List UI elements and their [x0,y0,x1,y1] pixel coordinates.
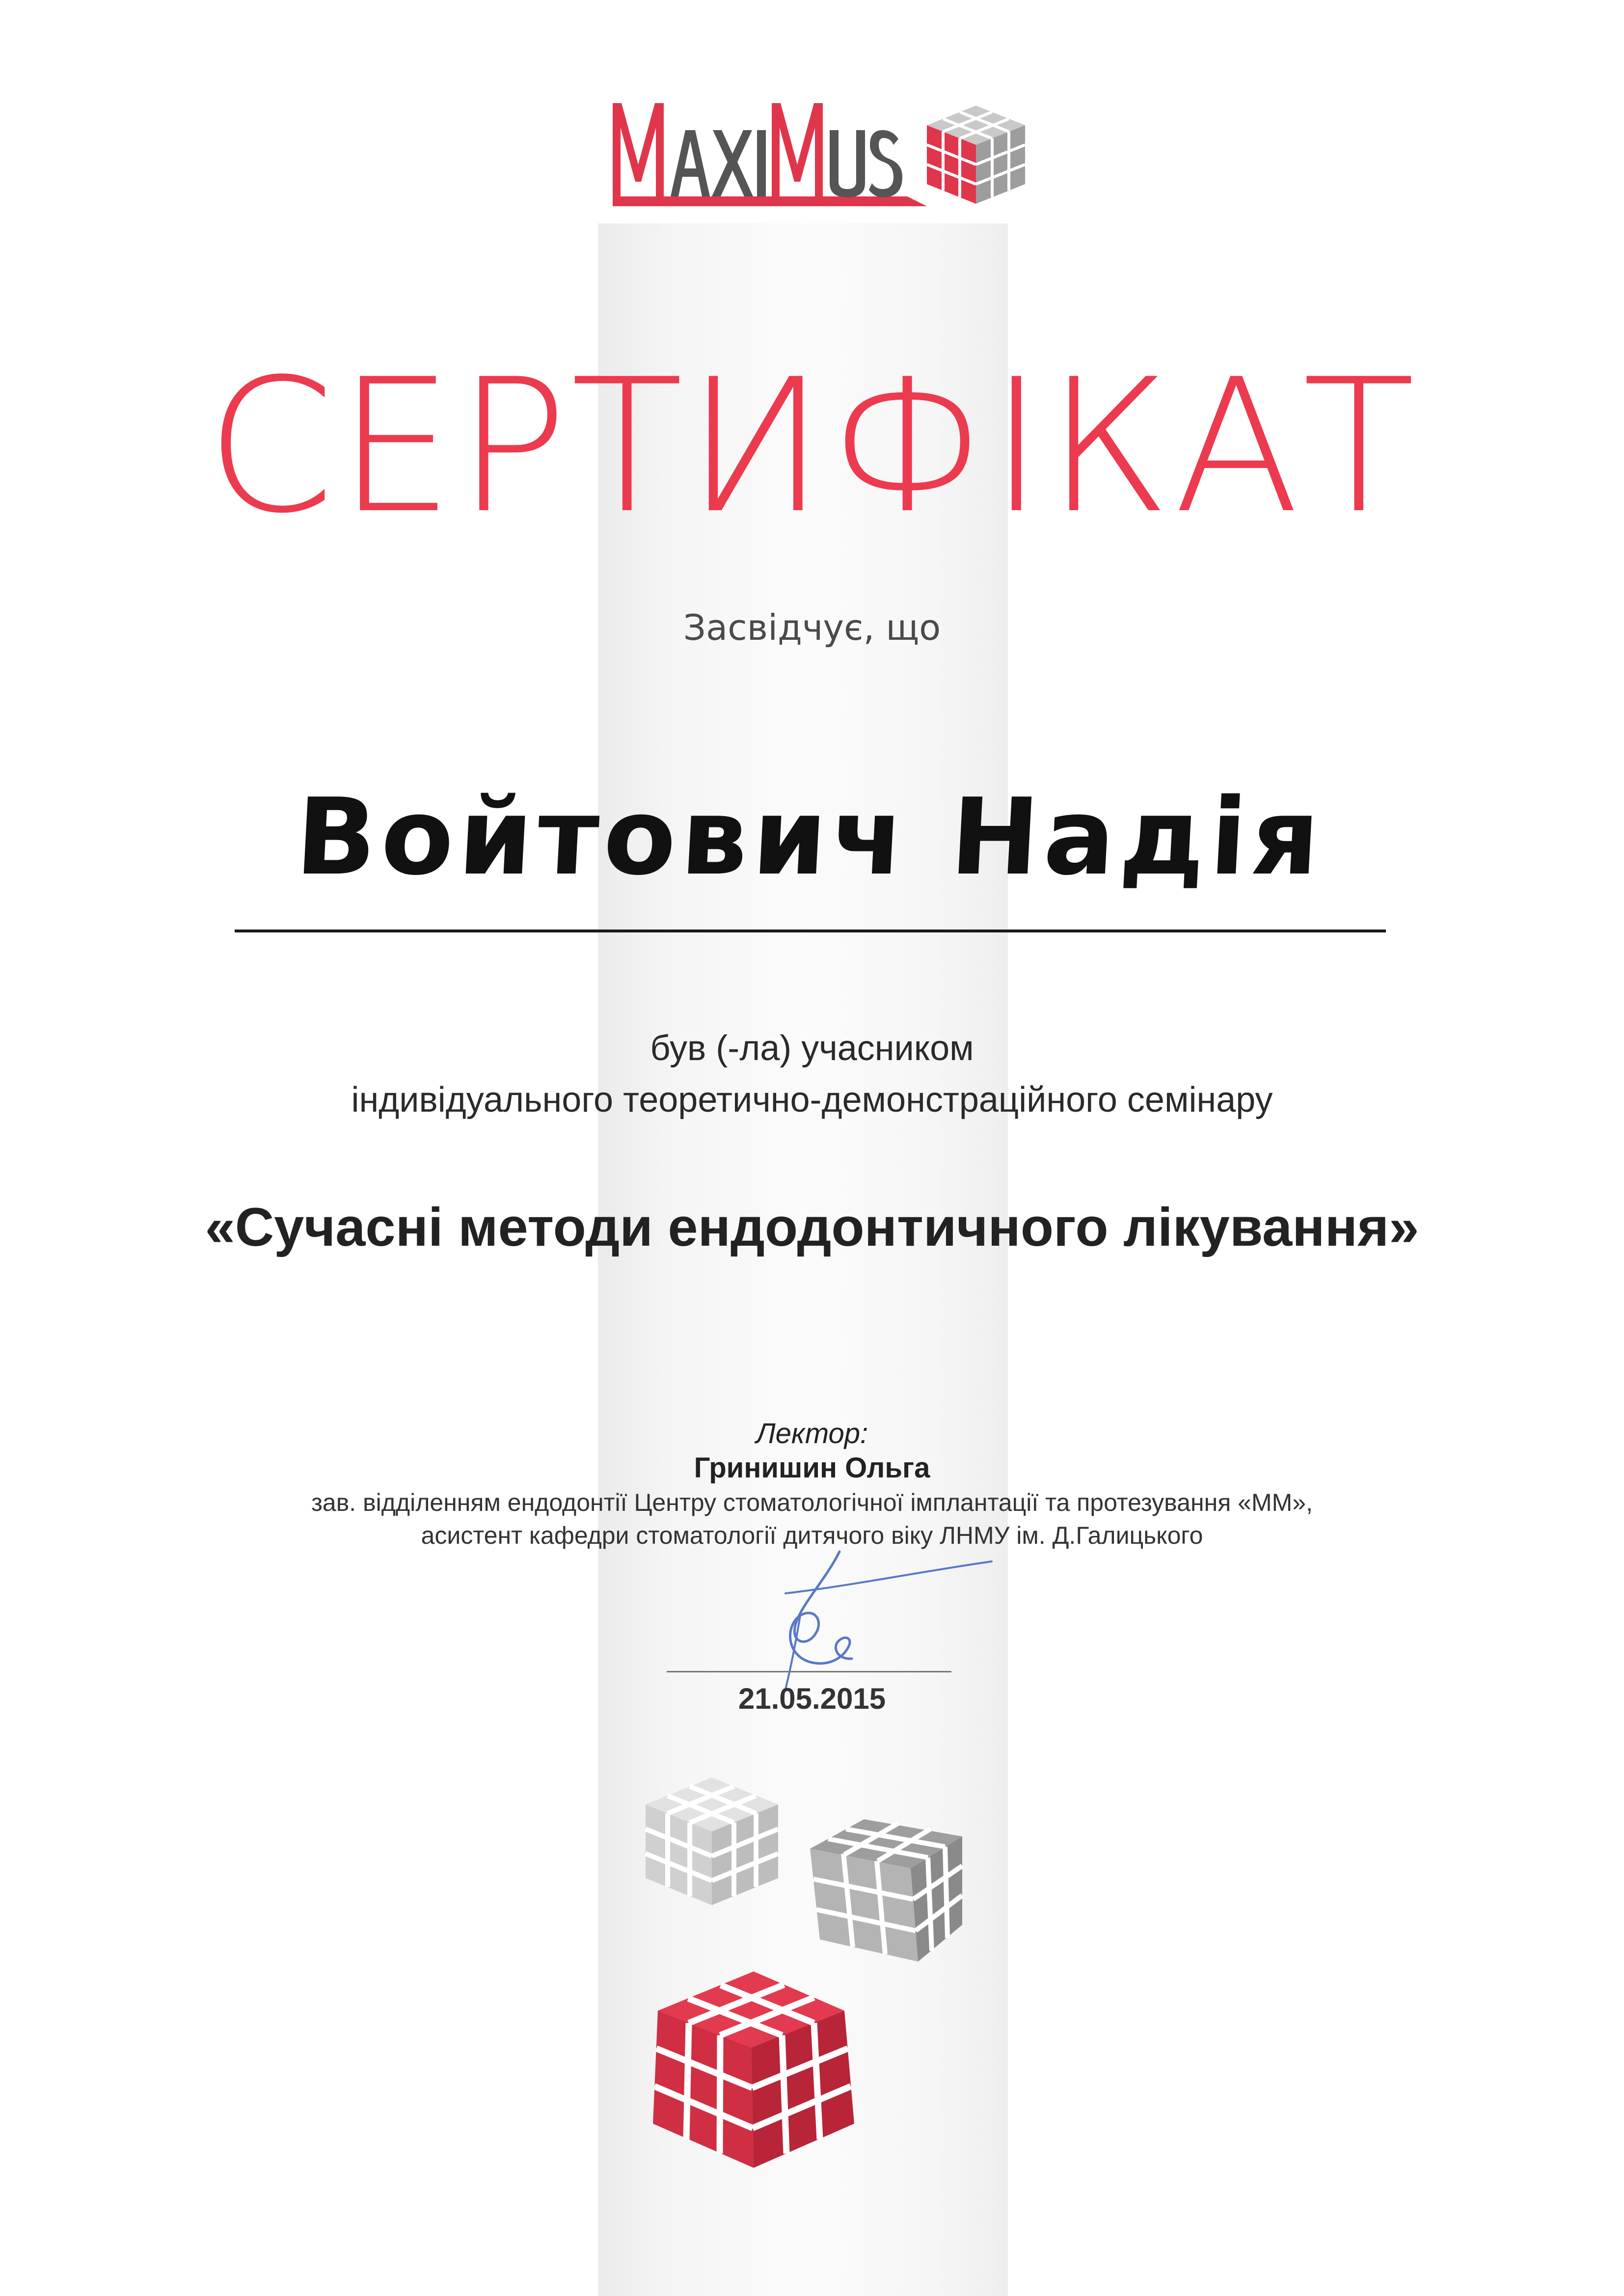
certifies-that-text: Засвідчує, що [683,607,941,648]
seminar-title: «Сучасні методи ендодонтичного лікування» [205,1197,1419,1257]
red-cube-icon [638,1967,864,2173]
certificate-date: 21.05.2015 [738,1682,886,1715]
participant-text: був (-ла) учасником [650,1029,974,1068]
name-underline [235,929,1386,932]
lecturer-position-line1: зав. відділенням ендодонтії Центру стоматологічної імплантації та протезування «ММ», [311,1489,1313,1516]
maximus-logo-wordmark [608,91,1035,214]
signature-line [667,1671,951,1672]
rubik-cube-icon [927,106,1025,204]
recipient-name: Войтович Надія [293,775,1327,899]
light-grey-cube-icon [638,1773,785,1910]
maximus-logo [608,91,1035,214]
seminar-type-text: індивідуального теоретично-демонстраційного семінару [351,1080,1273,1120]
lecturer-position-line2: асистент кафедри стоматології дитячого віку ЛНМУ ім. Д.Галицького [421,1522,1203,1549]
lecturer-name: Гринишин Ольга [694,1452,930,1484]
lecturer-label: Лектор: [756,1418,868,1449]
grey-cube-icon [805,1814,967,1967]
certificate-title: СЕРТИФІКАТ [206,340,1418,554]
